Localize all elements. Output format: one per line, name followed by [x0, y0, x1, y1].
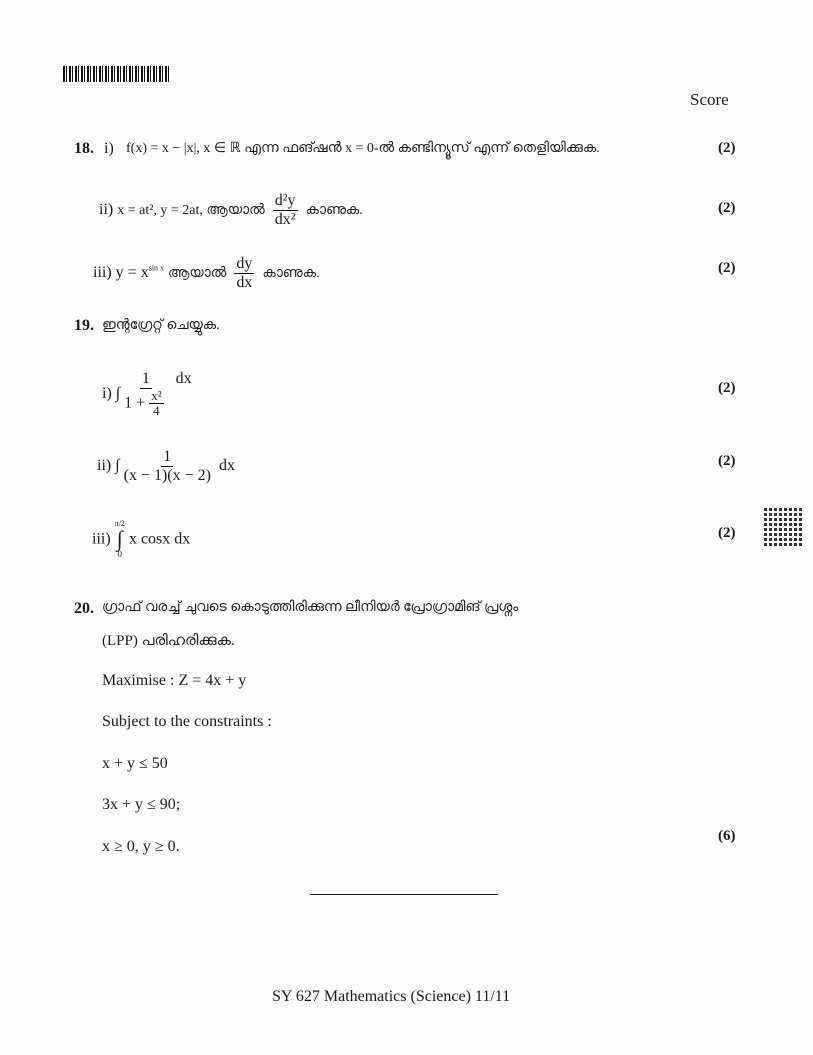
q18-i-text: f(x) = x − |x|, x ∈ ℝ എന്ന ഫങ്ഷൻ x = 0-ൽ കണ്ടിന്യൂസ് എന്ന് തെളിയിക്കുക.: [126, 141, 600, 156]
q20-line1: ഗ്രാഫ് വരച്ച് ചുവടെ കൊടുത്തിരിക്കുന്ന ലീനിയർ പ്രോഗ്രാമിങ് പ്രശ്നം: [102, 600, 519, 615]
fraction: [124, 370, 167, 418]
q20-subject: Subject to the constraints :: [102, 713, 272, 730]
exponent: sin x: [148, 263, 165, 273]
q18-i-marks: (2): [718, 140, 736, 156]
q18-iii-mid: ആയാൽ: [168, 265, 227, 281]
q19-iii-marks: (2): [718, 525, 736, 541]
lower-limit: 0: [117, 549, 123, 559]
denominator: dx²: [274, 210, 296, 228]
q19-i-label: i): [102, 385, 112, 403]
q18-i-label: i): [104, 140, 114, 157]
integral-sign: ∫: [115, 457, 120, 475]
q19-ii-marks: (2): [718, 453, 736, 469]
q19-iii-label: iii): [92, 530, 111, 548]
q18-iii: [93, 255, 320, 291]
inner-denominator: 4: [153, 402, 160, 418]
q19-i: [102, 370, 192, 418]
constraint-3: x ≥ 0, y ≥ 0.: [102, 838, 180, 855]
footer: SY 627 Mathematics (Science) 11/11: [272, 988, 511, 1005]
q18-ii-label: ii): [99, 200, 114, 218]
denominator: [124, 389, 167, 419]
q20-line2: (LPP) പരിഹരിക്കുക.: [102, 633, 235, 649]
constraint-2: 3x + y ≤ 90;: [102, 796, 181, 813]
numerator: d²y: [274, 192, 296, 209]
fraction: [124, 448, 211, 484]
q18-ii-post: കാണുക.: [305, 202, 363, 218]
fraction: [234, 255, 254, 291]
q19-ii-label: ii): [97, 457, 112, 475]
q20-objective: Maximise : Z = 4x + y: [102, 672, 247, 689]
q18-iii-marks: (2): [718, 260, 736, 276]
inner-numerator: x²: [151, 387, 162, 403]
qr-code: [764, 508, 802, 546]
end-rule: [310, 894, 498, 895]
q18-ii: [99, 192, 363, 228]
denominator: (x − 1)(x − 2): [123, 466, 211, 484]
integral-sign: ∫: [116, 526, 123, 551]
q18-iii-post: കാണുക.: [262, 265, 320, 281]
q19-i-marks: (2): [718, 380, 736, 396]
numerator: dy: [236, 255, 253, 272]
q19-ii: [97, 448, 235, 484]
constraint-1: x + y ≤ 50: [102, 755, 168, 772]
q18-iii-pre: y = x: [115, 263, 149, 281]
numerator: 1: [163, 448, 172, 465]
denominator: dx: [236, 273, 253, 291]
integral-sign: ∫: [115, 385, 121, 403]
fraction: [273, 192, 298, 228]
denominator-prefix: 1 +: [124, 394, 146, 412]
q19-iii: [92, 520, 190, 559]
numerator: 1: [141, 370, 150, 387]
dx: dx: [175, 370, 192, 387]
q18-number: 18.: [74, 140, 94, 157]
q18-ii-pre: x = at², y = 2at, ആയാൽ: [117, 202, 265, 218]
score-label: Score: [690, 90, 729, 109]
upper-limit: π/2: [114, 519, 125, 528]
q18-iii-label: iii): [93, 263, 112, 281]
q20-marks: (6): [718, 828, 736, 844]
barcode: [63, 66, 169, 82]
q18-ii-marks: (2): [718, 200, 736, 216]
q19-text: ഇന്റഗ്രേറ്റ് ചെയ്യുക.: [102, 318, 220, 333]
integrand: x cosx dx: [128, 530, 191, 548]
q19-number: 19.: [74, 317, 94, 334]
q20-number: 20.: [74, 600, 94, 617]
dx: dx: [218, 457, 235, 475]
